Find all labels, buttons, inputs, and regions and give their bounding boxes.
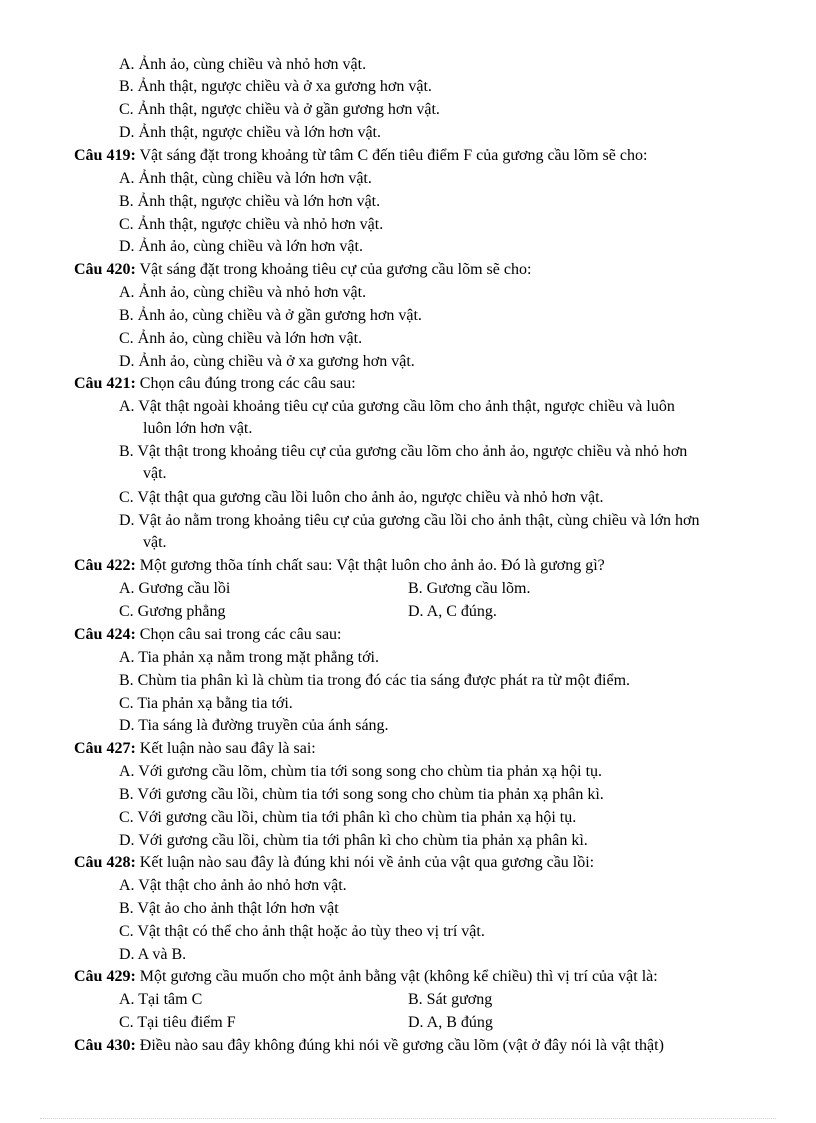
answer-option: C. Vật thật có thể cho ảnh thật hoặc ảo tùy theo vị trí vật. — [119, 923, 485, 940]
answer-option: C. Với gương cầu lồi, chùm tia tới phân kì cho chùm tia phản xạ hội tụ. — [119, 809, 577, 826]
answer-option: B. Với gương cầu lồi, chùm tia tới song song cho chùm tia phản xạ phân kì. — [119, 786, 604, 803]
answer-option: D. Ảnh ảo, cùng chiều và ở xa gương hơn vật. — [119, 353, 415, 370]
answer-option: A. Tia phản xạ nằm trong mặt phẳng tới. — [119, 649, 379, 666]
question-428 — [74, 853, 594, 873]
question-text: Điều nào sau đây không đúng khi nói về gương cầu lõm (vật ở đây nói là vật thật) — [135, 1037, 664, 1054]
answer-option: B. Gương cầu lõm. — [408, 580, 531, 597]
question-text: Một gương thõa tính chất sau: Vật thật luôn cho ảnh ảo. Đó là gương gì? — [135, 557, 605, 574]
answer-option: C. Ảnh ảo, cùng chiều và lớn hơn vật. — [119, 330, 363, 347]
question-427 — [74, 739, 316, 759]
question-text: Chọn câu đúng trong các câu sau: — [135, 375, 356, 392]
answer-option: D. Vật ảo nằm trong khoảng tiêu cự của gương cầu lồi cho ảnh thật, cùng chiều và lớn hơn — [119, 512, 700, 529]
question-424 — [74, 625, 341, 645]
question-429 — [74, 967, 658, 987]
answer-option: C. Gương phẳng — [119, 603, 226, 620]
answer-option-continued: vật. — [143, 465, 167, 482]
answer-option: C. Tia phản xạ bằng tia tới. — [119, 695, 293, 712]
question-text: Chọn câu sai trong các câu sau: — [135, 626, 342, 643]
answer-option: A. Tại tâm C — [119, 991, 203, 1008]
page-bottom-divider — [40, 1118, 776, 1119]
answer-option: A. Vật thật cho ảnh ảo nhỏ hơn vật. — [119, 877, 347, 894]
answer-option: B. Sát gương — [408, 991, 493, 1008]
answer-option-continued: luôn lớn hơn vật. — [143, 420, 253, 437]
question-number: Câu 420: — [74, 261, 136, 278]
answer-option: A. Vật thật ngoài khoảng tiêu cự của gương cầu lõm cho ảnh thật, ngược chiều và luôn — [119, 398, 675, 415]
question-422 — [74, 556, 605, 576]
answer-option: C. Ảnh thật, ngược chiều và nhỏ hơn vật. — [119, 216, 384, 233]
question-420 — [74, 260, 531, 280]
question-text: Một gương cầu muốn cho một ảnh bằng vật (không kể chiều) thì vị trí của vật là: — [135, 968, 658, 985]
question-text: Vật sáng đặt trong khoảng từ tâm C đến tiêu điểm F của gương cầu lõm sẽ cho: — [135, 147, 648, 164]
question-text: Kết luận nào sau đây là đúng khi nói về ảnh của vật qua gương cầu lồi: — [135, 854, 595, 871]
question-430 — [74, 1036, 664, 1056]
answer-option: C. Ảnh thật, ngược chiều và ở gần gương hơn vật. — [119, 101, 440, 118]
question-number: Câu 422: — [74, 557, 136, 574]
answer-option: D. A, C đúng. — [408, 603, 497, 620]
answer-option: D. Với gương cầu lồi, chùm tia tới phân kì cho chùm tia phản xạ phân kì. — [119, 832, 588, 849]
question-text: Vật sáng đặt trong khoảng tiêu cự của gương cầu lõm sẽ cho: — [135, 261, 532, 278]
answer-option: D. Ảnh thật, ngược chiều và lớn hơn vật. — [119, 124, 381, 141]
question-419 — [74, 146, 647, 166]
answer-option: D. Tia sáng là đường truyền của ánh sáng. — [119, 717, 389, 734]
answer-option: A. Ảnh ảo, cùng chiều và nhỏ hơn vật. — [119, 56, 367, 73]
question-number: Câu 421: — [74, 375, 136, 392]
answer-option: A. Ảnh thật, cùng chiều và lớn hơn vật. — [119, 170, 372, 187]
question-421 — [74, 374, 356, 394]
answer-option: B. Ảnh thật, ngược chiều và lớn hơn vật. — [119, 193, 381, 210]
answer-option: B. Ảnh thật, ngược chiều và ở xa gương hơn vật. — [119, 78, 432, 95]
answer-option: A. Với gương cầu lõm, chùm tia tới song song cho chùm tia phản xạ hội tụ. — [119, 763, 603, 780]
answer-option: D. Ảnh ảo, cùng chiều và lớn hơn vật. — [119, 238, 363, 255]
answer-option: D. A, B đúng — [408, 1014, 493, 1031]
answer-option: D. A và B. — [119, 946, 187, 963]
answer-option-continued: vật. — [143, 534, 167, 551]
question-text: Kết luận nào sau đây là sai: — [135, 740, 316, 757]
answer-option: A. Gương cầu lồi — [119, 580, 231, 597]
answer-option: B. Vật ảo cho ảnh thật lớn hơn vật — [119, 900, 339, 917]
question-number: Câu 428: — [74, 854, 136, 871]
question-number: Câu 430: — [74, 1037, 136, 1054]
question-number: Câu 424: — [74, 626, 136, 643]
answer-option: B. Chùm tia phân kì là chùm tia trong đó các tia sáng được phát ra từ một điểm. — [119, 672, 631, 689]
question-number: Câu 419: — [74, 147, 136, 164]
answer-option: B. Vật thật trong khoảng tiêu cự của gương cầu lõm cho ảnh ảo, ngược chiều và nhỏ hơn — [119, 443, 688, 460]
answer-option: A. Ảnh ảo, cùng chiều và nhỏ hơn vật. — [119, 284, 367, 301]
answer-option: C. Tại tiêu điểm F — [119, 1014, 236, 1031]
answer-option: C. Vật thật qua gương cầu lồi luôn cho ảnh ảo, ngược chiều và nhỏ hơn vật. — [119, 489, 604, 506]
answer-option: B. Ảnh ảo, cùng chiều và ở gần gương hơn vật. — [119, 307, 422, 324]
question-number: Câu 429: — [74, 968, 136, 985]
question-number: Câu 427: — [74, 740, 136, 757]
